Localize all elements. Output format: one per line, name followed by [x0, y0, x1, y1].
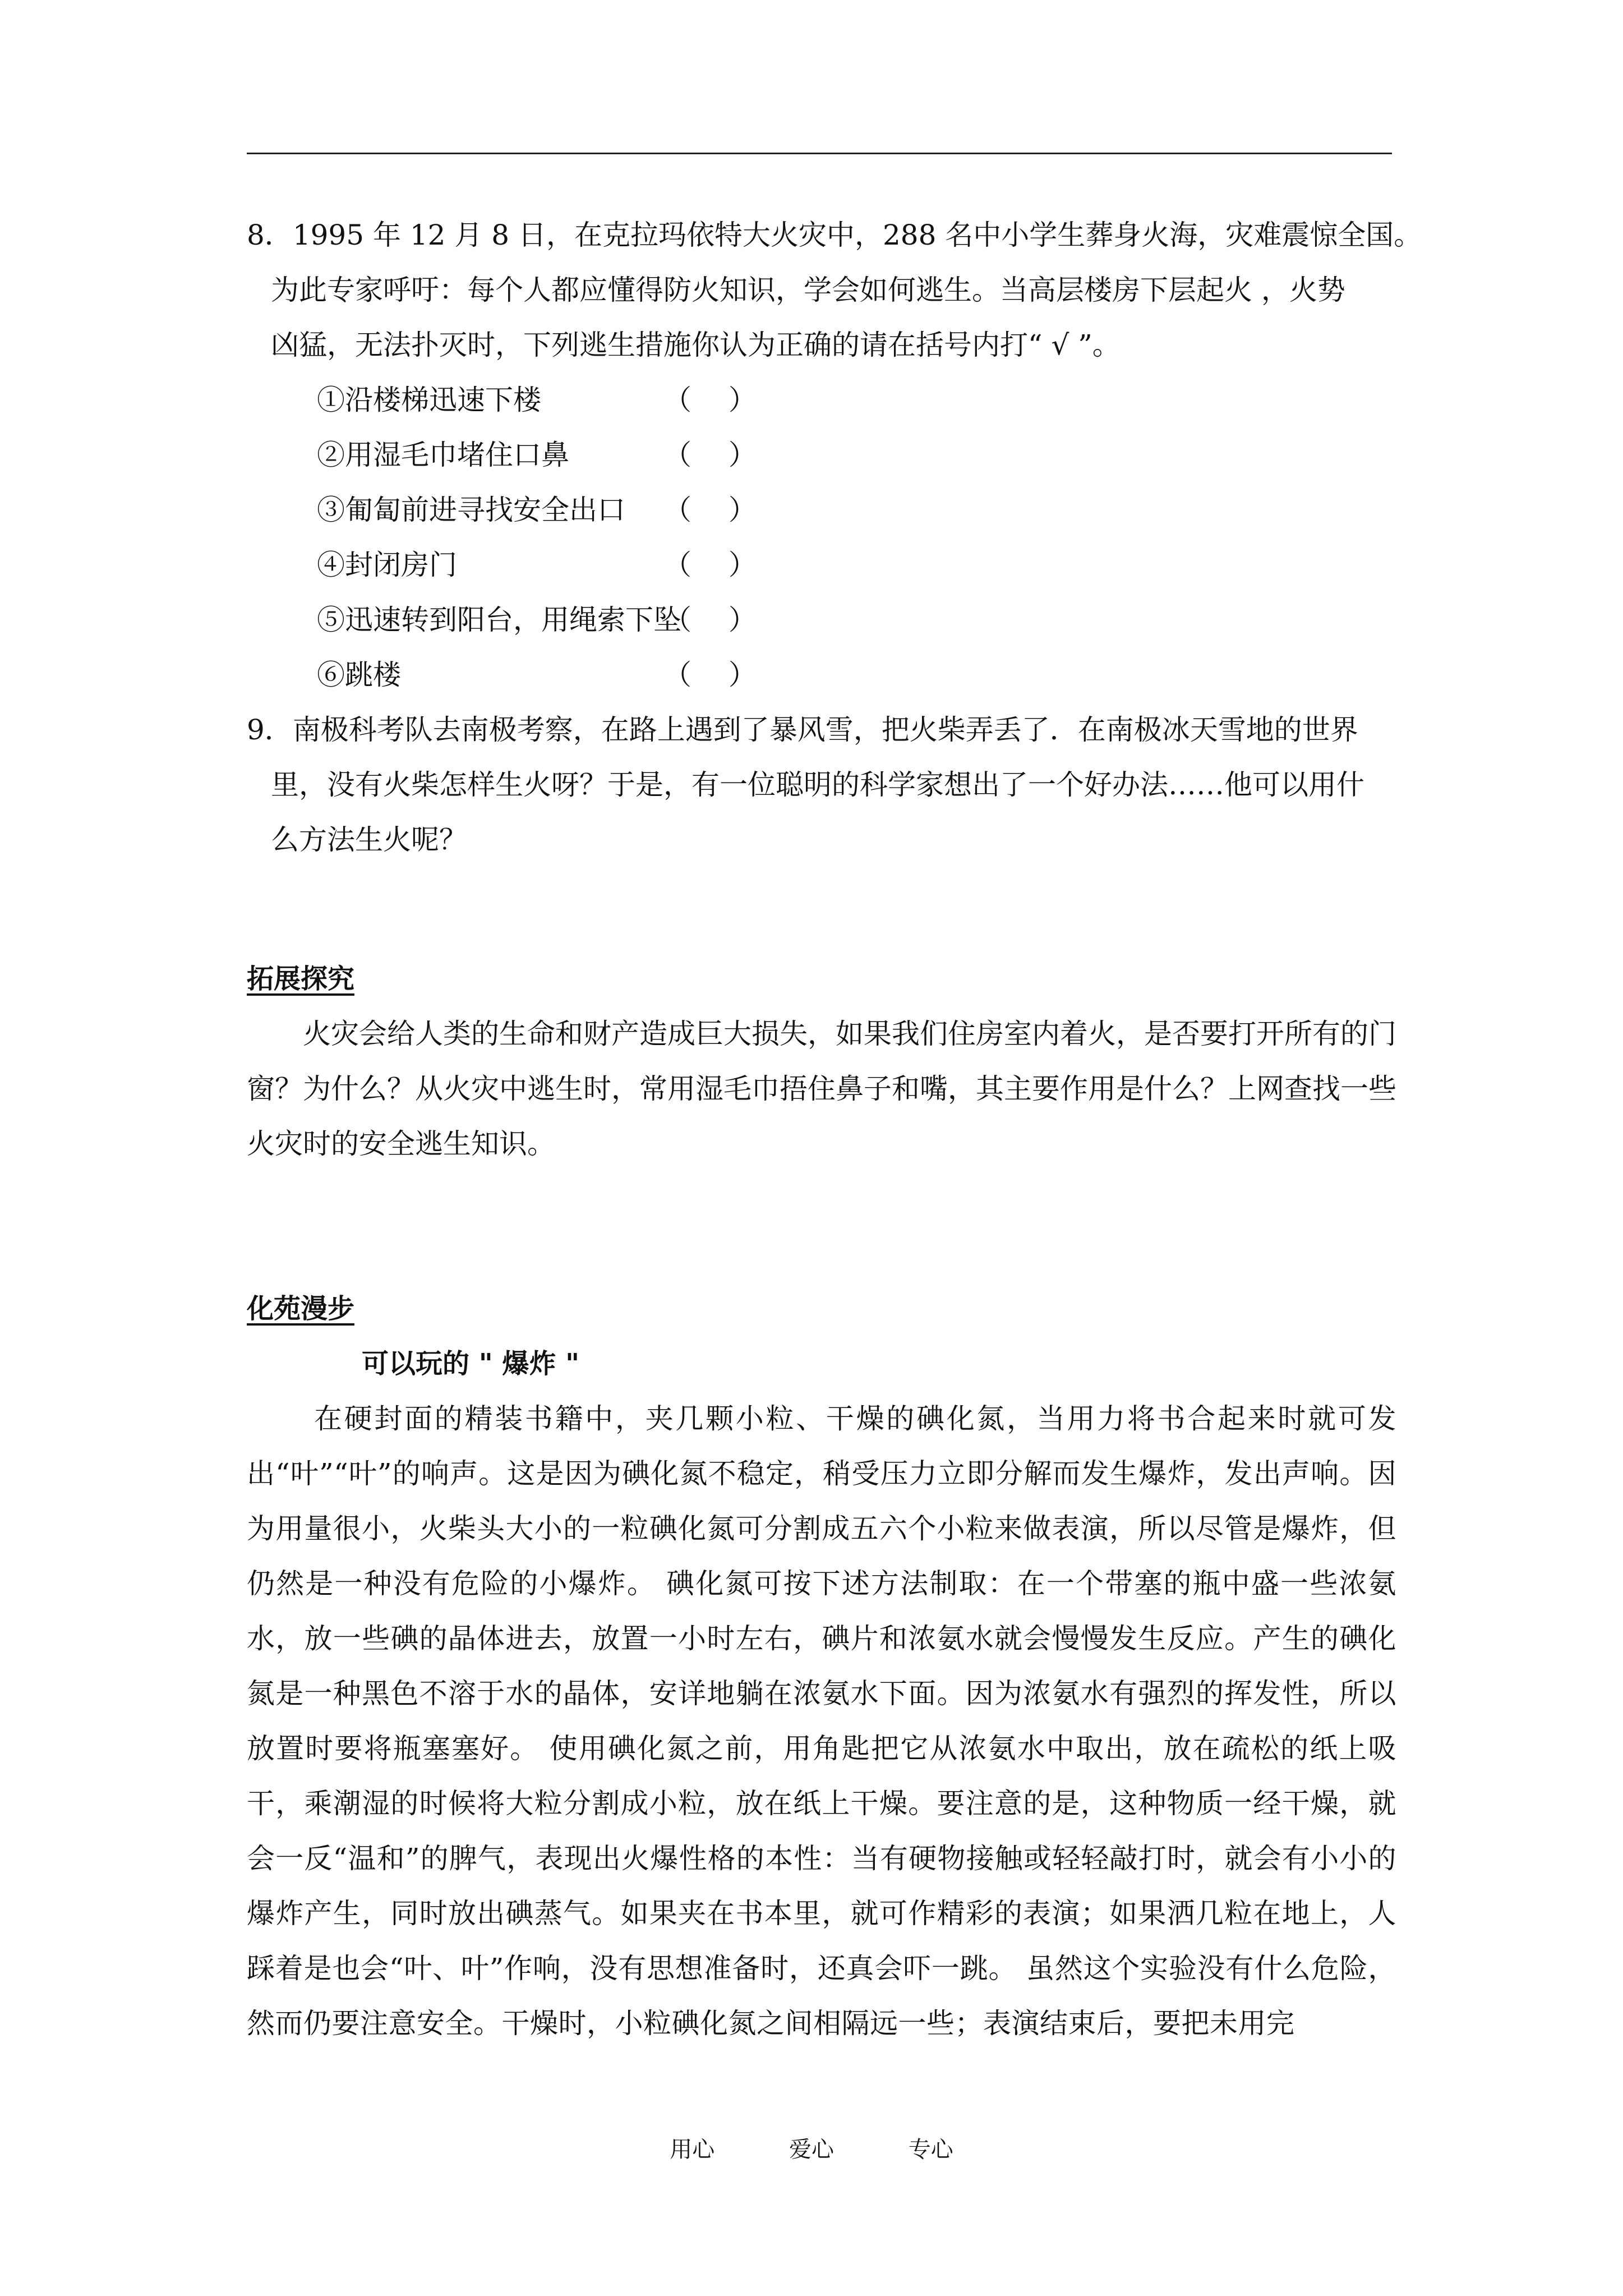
option-6: [247, 647, 1396, 702]
question-8: [247, 208, 1422, 702]
article-body: 在硬封面的精装书籍中，夹几颗小粒、干燥的碘化氮，当用力将书合起来时就可发出“叶”“叶”的响声。这是因为碘化氮不稳定，稍受压力立即分解而发生爆炸，发出声响。因为用量很小，火柴头大小的一粒碘化氮可分割成五六个小粒来做表演，所以尽管是爆炸，但仍然是一种没有危险的小爆炸。 碘化氮可按下述方法制取：在一个带塞的瓶中盛一些浓氨水，放一些碘的晶体进去，放置一小时左右，碘片和浓氨水就会慢慢发生反应。产生的碘化氮是一种黑色不溶于水的晶体，安详地躺在浓氨水下面。因为浓氨水有强烈的挥发性，所以放置时要将瓶塞塞好。 使用碘化氮之前，用角匙把它从浓氨水中取出，放在疏松的纸上吸干，乘潮湿的时候将大粒分割成小粒，放在纸上干燥。要注意的是，这种物质一经干燥，就会一反“温和”的脾气，表现出火爆性格的本性：当有硬物接触或轻轻敲打时，就会有小小的爆炸产生，同时放出碘蒸气。如果夹在书本里，就可作精彩的表演；如果洒几粒在地上，人踩着是也会“叶、叶”作响，没有思想准备时，还真会吓一跳。 虽然这个实验没有什么危险，然而仍要注意安全。干燥时，小粒碘化氮之间相隔远一些；表演结束后，要把未用完: [247, 1402, 1396, 2040]
option-text: ④封闭房门: [317, 549, 457, 581]
spacer: [247, 867, 1396, 951]
option-4: [247, 537, 1396, 592]
question-8-line-1: 8．1995 年 12 月 8 日，在克拉玛依特大火灾中，288 名中小学生葬身火海，灾难震惊全国。: [247, 208, 1396, 263]
article-title: 可以玩的 " 爆炸 ": [362, 1348, 580, 1379]
answer-blank[interactable]: （ ）: [663, 659, 757, 691]
question-9-line-3: 么方法生火呢？: [271, 823, 467, 856]
document-body: [247, 208, 1422, 2051]
question-8-line-3: 凶猛，无法扑灭时，下列逃生措施你认为正确的请在括号内打“ √ ”。: [271, 329, 1121, 361]
header-rule: [247, 153, 1392, 154]
extension-body: 火灾会给人类的生命和财产造成巨大损失，如果我们住房室内着火，是否要打开所有的门窗？为什么？从火灾中逃生时，常用湿毛巾捂住鼻子和嘴，其主要作用是什么？上网查找一些火灾时的安全逃生知识。: [247, 1018, 1396, 1160]
question-9-line-1: 9．南极科考队去南极考察，在路上遇到了暴风雪，把火柴弄丢了．在南极冰天雪地的世界: [247, 702, 1396, 757]
option-text: ⑤迅速转到阳台，用绳索下坠: [317, 604, 681, 636]
option-text: ③匍匐前进寻找安全出口: [317, 494, 625, 526]
spacer: [247, 1171, 1396, 1281]
footer-item: 爱心: [789, 2137, 834, 2162]
option-text: ②用湿毛巾堵住口鼻: [317, 439, 569, 471]
footer-item: 用心: [670, 2137, 715, 2162]
question-9-line-2: 里，没有火柴怎样生火呀？于是，有一位聪明的科学家想出了一个好办法……他可以用什: [271, 769, 1364, 801]
question-9-number: 9．: [247, 714, 293, 746]
option-text: ⑥跳楼: [317, 659, 401, 691]
footer-item: 专心: [908, 2137, 953, 2162]
answer-blank[interactable]: （ ）: [663, 604, 757, 636]
extension-title: 拓展探究: [247, 963, 355, 995]
answer-blank[interactable]: （ ）: [663, 384, 757, 416]
option-1: [247, 372, 1396, 427]
answer-blank[interactable]: （ ）: [663, 439, 757, 471]
garden-title: 化苑漫步: [247, 1293, 355, 1324]
page-footer: [0, 2132, 1623, 2164]
question-9: [247, 702, 1396, 867]
option-2: [247, 427, 1396, 482]
answer-blank[interactable]: （ ）: [663, 494, 757, 526]
answer-blank[interactable]: （ ）: [663, 549, 757, 581]
extension-section: [247, 951, 1396, 1171]
option-3: [247, 482, 1396, 537]
question-8-number: 8．: [247, 219, 293, 251]
question-8-line-2: 为此专家呼吁：每个人都应懂得防火知识，学会如何逃生。当高层楼房下层起火 ，火势: [271, 274, 1345, 306]
option-text: ①沿楼梯迅速下楼: [317, 384, 541, 416]
option-5: [247, 592, 1396, 647]
garden-section: [247, 1281, 1396, 2051]
